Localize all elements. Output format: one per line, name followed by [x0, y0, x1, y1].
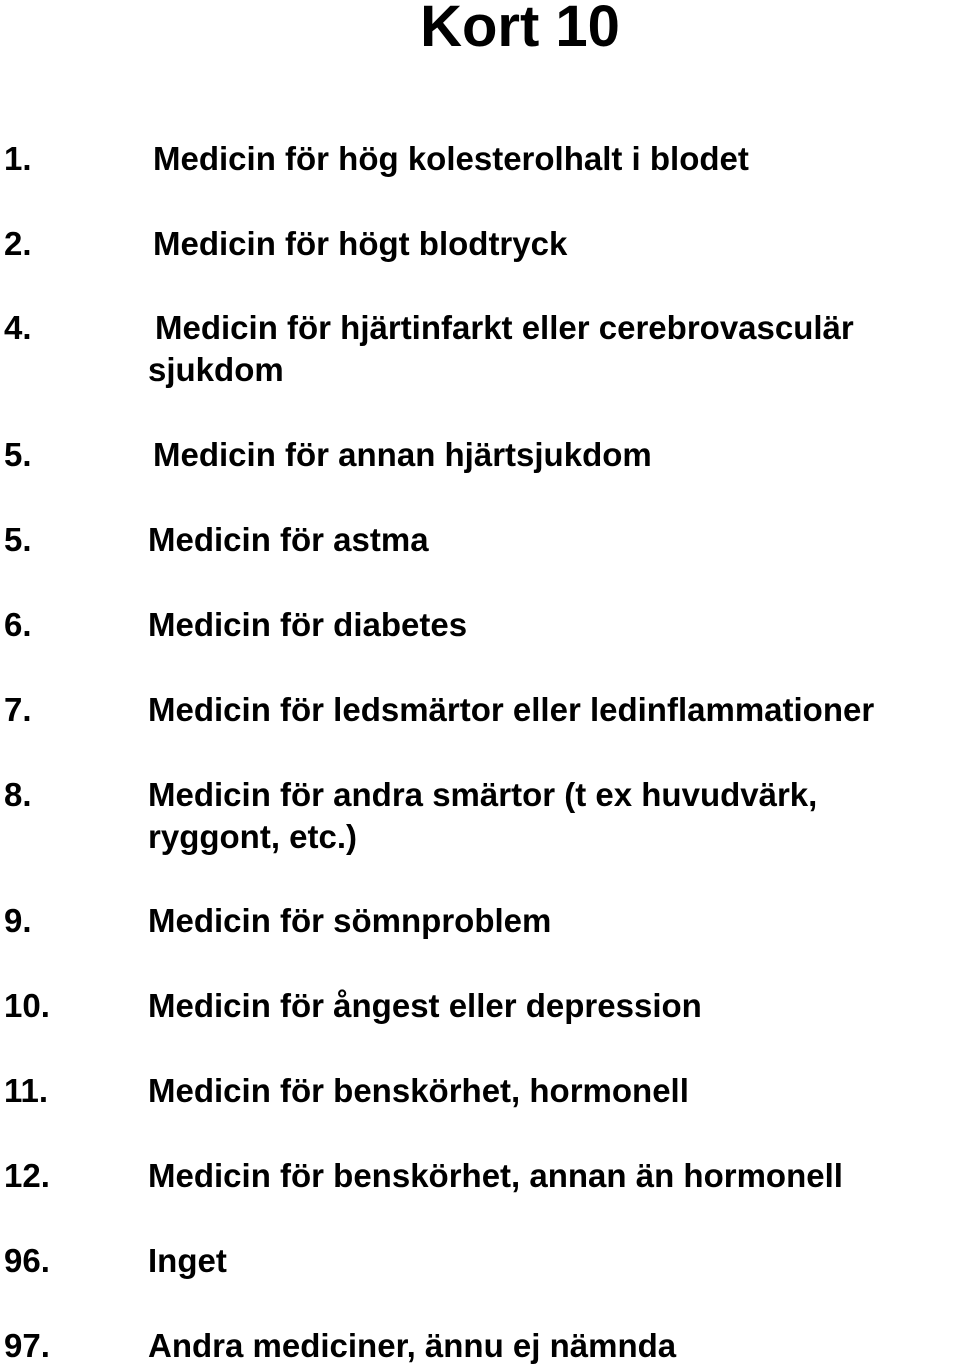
- item-number: 5.: [4, 436, 32, 473]
- item-number: 12.: [4, 1157, 50, 1194]
- item-number: 11.: [4, 1072, 49, 1109]
- item-number: 8.: [4, 776, 32, 813]
- item-text: Medicin för benskörhet, hormonell: [148, 1072, 689, 1109]
- item-text: Medicin för ledsmärtor eller ledinflammationer: [148, 691, 875, 728]
- page-title: Kort 10: [420, 0, 620, 59]
- item-text: Medicin för sömnproblem: [148, 902, 552, 939]
- item-text: Medicin för hög kolesterolhalt i blodet: [153, 140, 749, 177]
- item-number: 9.: [4, 902, 32, 939]
- item-text: Medicin för hjärtinfarkt eller cerebrovasculär sjukdom: [148, 309, 854, 388]
- item-text: Medicin för ångest eller depression: [148, 987, 702, 1024]
- item-number: 96.: [4, 1242, 50, 1279]
- item-number: 4.: [4, 309, 32, 346]
- item-number: 1.: [4, 140, 32, 177]
- item-text: Medicin för benskörhet, annan än hormonell: [148, 1157, 843, 1194]
- item-text: Inget: [148, 1242, 227, 1279]
- item-text: Medicin för andra smärtor (t ex huvudvärk, ryggont, etc.): [148, 776, 818, 855]
- item-text: Andra mediciner, ännu ej nämnda: [148, 1327, 677, 1364]
- item-number: 2.: [4, 225, 32, 262]
- item-number: 97.: [4, 1327, 50, 1364]
- item-text: Medicin för annan hjärtsjukdom: [153, 436, 652, 473]
- item-number: 6.: [4, 606, 32, 643]
- item-number: 10.: [4, 987, 50, 1024]
- item-number: 5.: [4, 521, 32, 558]
- item-text: Medicin för astma: [148, 521, 429, 558]
- item-text: Medicin för diabetes: [148, 606, 468, 643]
- item-text: Medicin för högt blodtryck: [153, 225, 568, 262]
- item-number: 7.: [4, 691, 32, 728]
